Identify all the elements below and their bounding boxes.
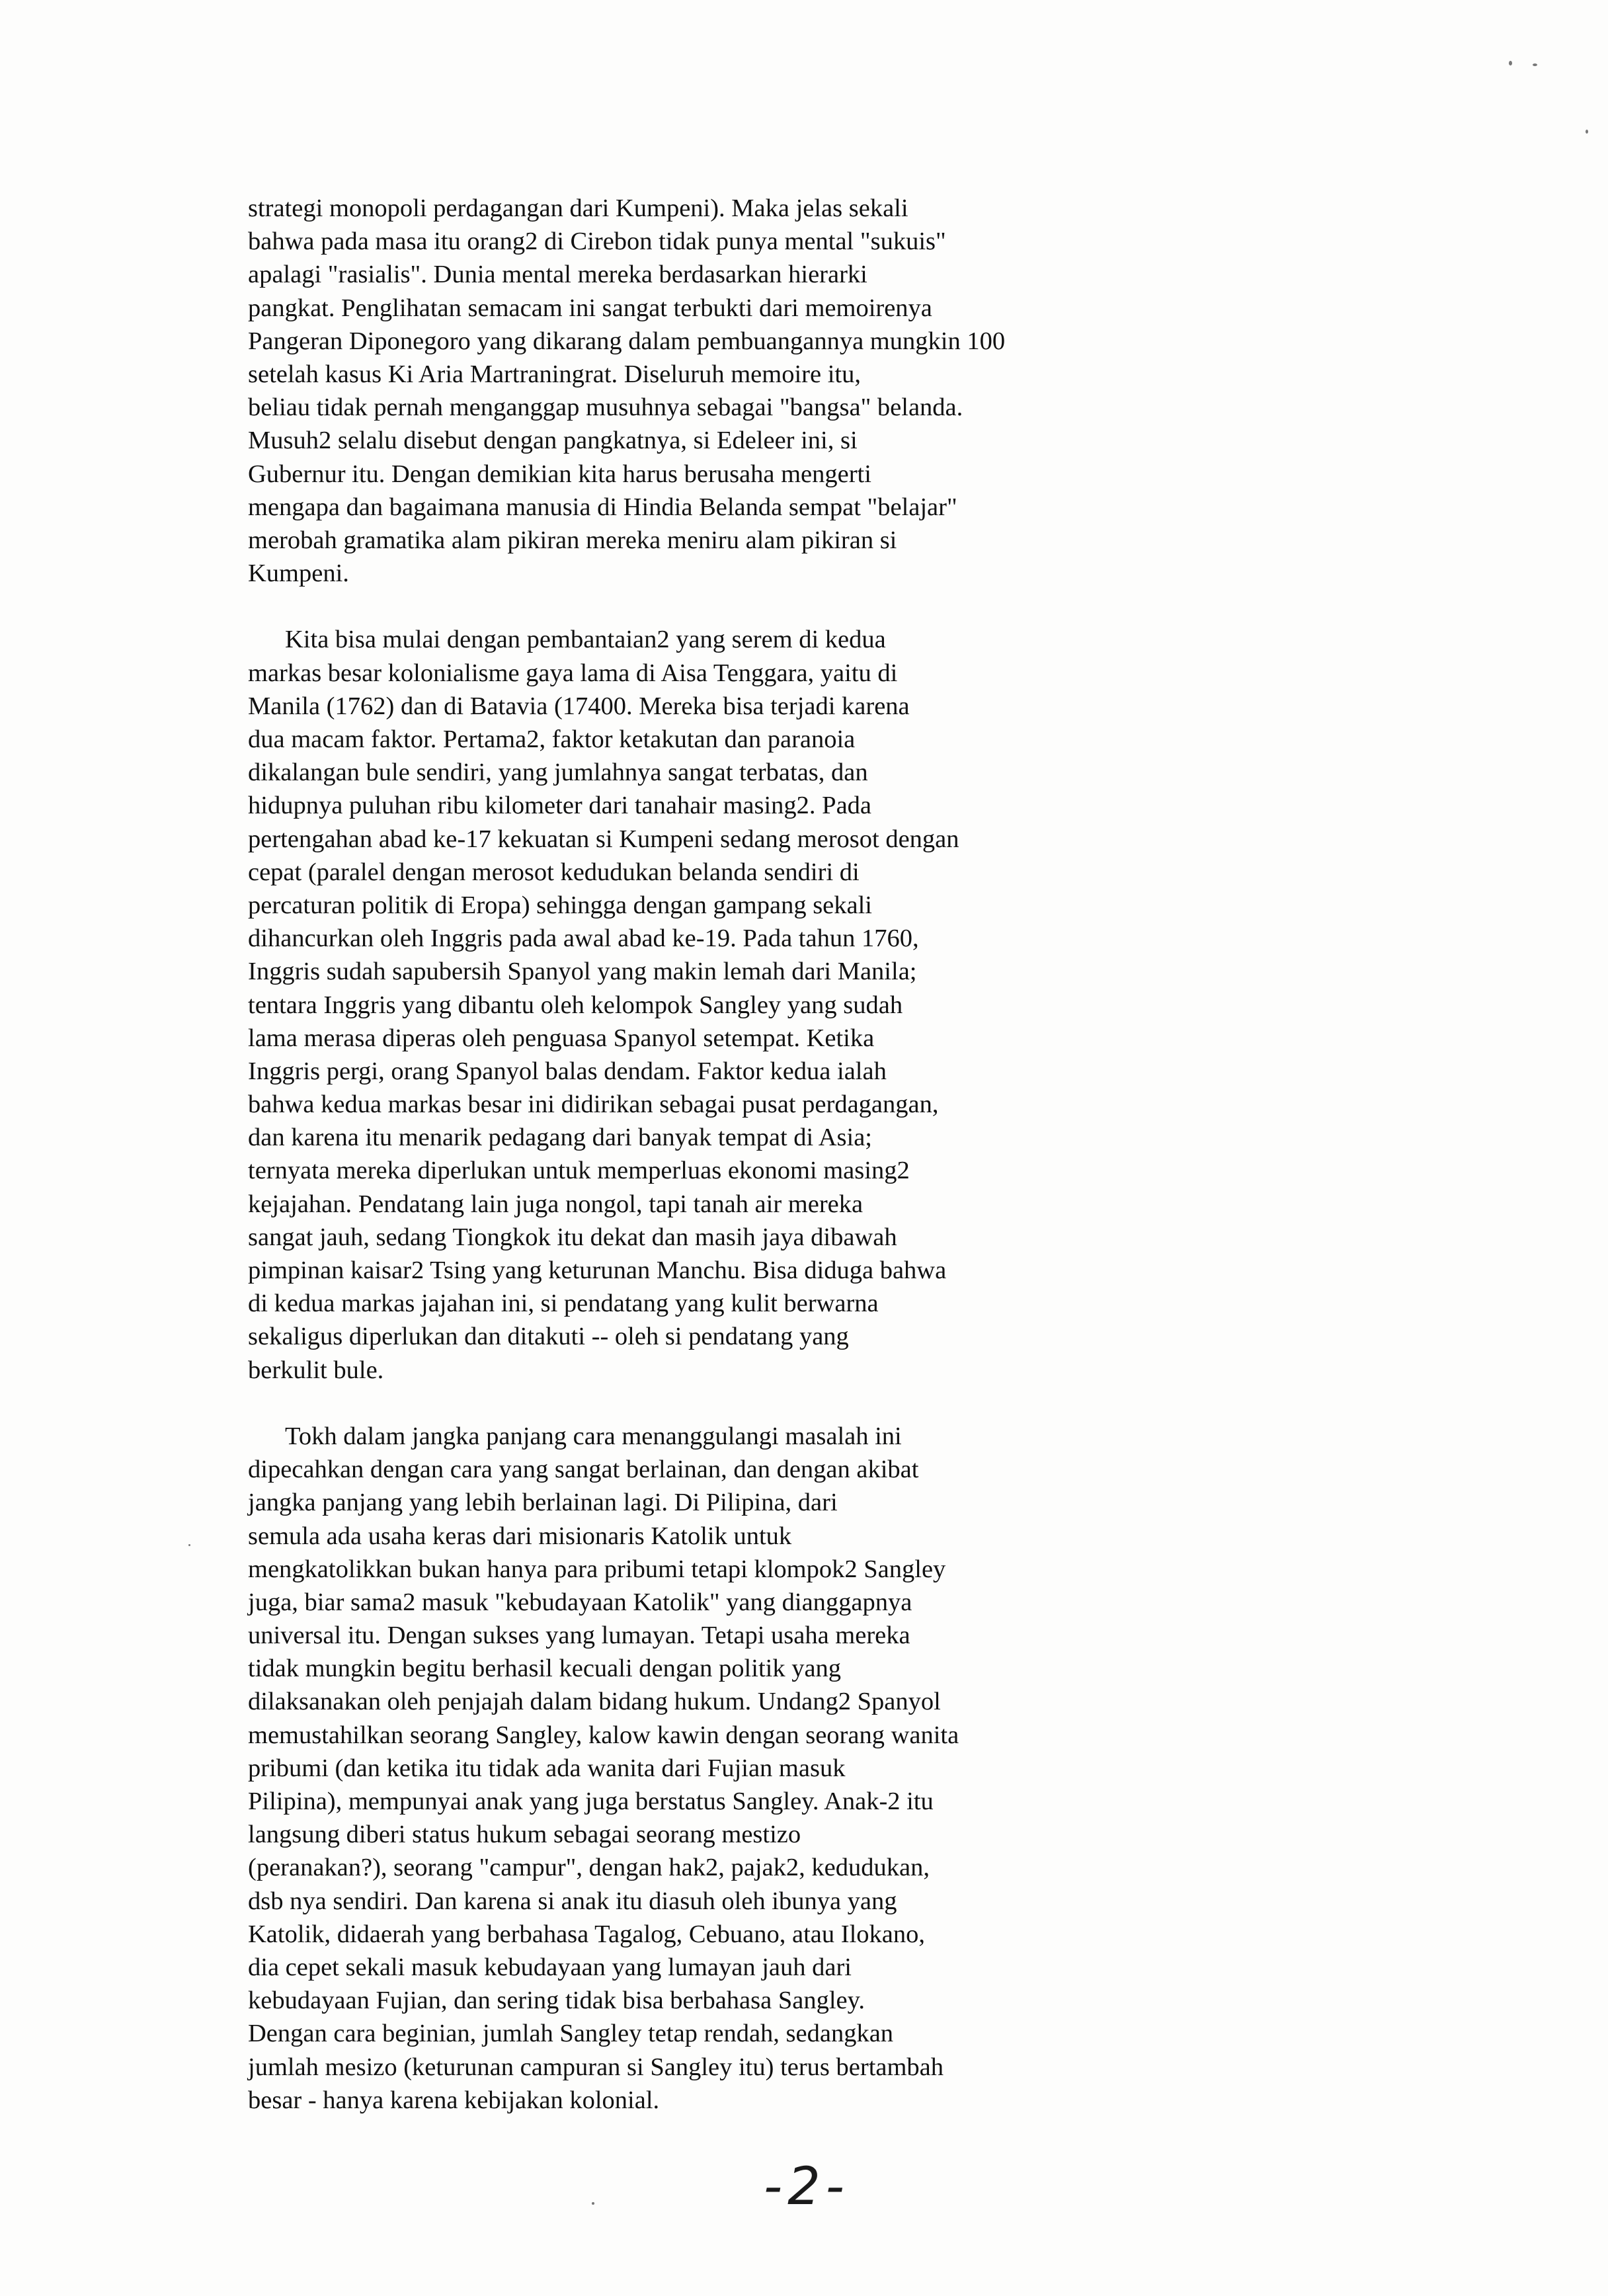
text-line: cepat (paralel dengan merosot kedudukan belanda sendiri di	[248, 858, 860, 886]
text-line: Kumpeni.	[248, 559, 349, 588]
text-line: tidak mungkin begitu berhasil kecuali dengan politik yang	[248, 1655, 842, 1683]
text-line: dsb nya sendiri. Dan karena si anak itu diasuh oleh ibunya yang	[248, 1887, 897, 1915]
text-line: bahwa pada masa itu orang2 di Cirebon tidak punya mental "sukuis"	[248, 227, 946, 256]
text-line: mengkatolikkan bukan hanya para pribumi tetapi klompok2 Sangley	[248, 1555, 946, 1583]
text-line: markas besar kolonialisme gaya lama di Aisa Tenggara, yaitu di	[248, 659, 898, 687]
text-line: mengapa dan bagaimana manusia di Hindia Belanda sempat "belajar"	[248, 493, 957, 521]
text-line: merobah gramatika alam pikiran mereka meniru alam pikiran si	[248, 526, 897, 554]
text-line: dikalangan bule sendiri, yang jumlahnya sangat terbatas, dan	[248, 758, 868, 787]
body-text	[248, 192, 1121, 2117]
text-line: juga, biar sama2 masuk "kebudayaan Katolik" yang dianggapnya	[248, 1588, 912, 1616]
text-line: Kita bisa mulai dengan pembantaian2 yang serem di kedua	[285, 626, 886, 654]
text-line: besar - hanya karena kebijakan kolonial.	[248, 2086, 660, 2114]
page-number: -2-	[764, 2157, 850, 2217]
text-line: Katolik, didaerah yang berbahasa Tagalog, Cebuano, atau Ilokano,	[248, 1920, 925, 1948]
text-line: strategi monopoli perdagangan dari Kumpeni). Maka jelas sekali	[248, 194, 908, 222]
text-line: percaturan politik di Eropa) sehingga dengan gampang sekali	[248, 891, 873, 919]
text-line: memustahilkan seorang Sangley, kalow kawin dengan seorang wanita	[248, 1721, 959, 1749]
text-line: lama merasa diperas oleh penguasa Spanyol setempat. Ketika	[248, 1024, 875, 1052]
text-line: dipecahkan dengan cara yang sangat berlainan, dan dengan akibat	[248, 1456, 919, 1484]
text-line: Dengan cara beginian, jumlah Sangley tetap rendah, sedangkan	[248, 2020, 894, 2048]
text-line: pertengahan abad ke-17 kekuatan si Kumpeni sedang merosot dengan	[248, 825, 959, 853]
text-line: universal itu. Dengan sukses yang lumayan. Tetapi usaha mereka	[248, 1621, 910, 1650]
text-line: ternyata mereka diperlukan untuk memperluas ekonomi masing2	[248, 1157, 910, 1185]
text-line: Pangeran Diponegoro yang dikarang dalam pembuangannya mungkin 100	[248, 327, 1006, 355]
scan-speck	[188, 1544, 190, 1546]
text-line: pribumi (dan ketika itu tidak ada wanita dari Fujian masuk	[248, 1754, 846, 1782]
text-line: berkulit bule.	[248, 1356, 384, 1384]
text-line: Manila (1762) dan di Batavia (17400. Mereka bisa terjadi karena	[248, 692, 910, 720]
scan-speck	[1586, 130, 1588, 134]
text-line: sangat jauh, sedang Tiongkok itu dekat dan masih jaya dibawah	[248, 1223, 897, 1251]
text-line: (peranakan?), seorang "campur", dengan hak2, pajak2, kedudukan,	[248, 1854, 930, 1882]
scan-speck	[592, 2202, 594, 2205]
text-line: semula ada usaha keras dari misionaris Katolik untuk	[248, 1522, 792, 1550]
text-line: di kedua markas jajahan ini, si pendatang yang kulit berwarna	[248, 1290, 879, 1318]
text-line: kebudayaan Fujian, dan sering tidak bisa berbahasa Sangley.	[248, 1987, 865, 2015]
paragraph	[248, 1420, 1121, 2117]
text-line: dihancurkan oleh Inggris pada awal abad ke-19. Pada tahun 1760,	[248, 924, 919, 953]
text-line: Gubernur itu. Dengan demikian kita harus berusaha mengerti	[248, 460, 871, 488]
text-line: dia cepet sekali masuk kebudayaan yang lumayan jauh dari	[248, 1953, 852, 1981]
text-line: apalagi "rasialis". Dunia mental mereka berdasarkan hierarki	[248, 261, 867, 289]
text-line: bahwa kedua markas besar ini didirikan sebagai pusat perdagangan,	[248, 1090, 939, 1119]
text-line: Inggris pergi, orang Spanyol balas dendam. Faktor kedua ialah	[248, 1057, 887, 1085]
text-line: setelah kasus Ki Aria Martraningrat. Diseluruh memoire itu,	[248, 360, 861, 388]
text-line: Inggris sudah sapubersih Spanyol yang makin lemah dari Manila;	[248, 958, 917, 986]
text-line: jumlah mesizo (keturunan campuran si Sangley itu) terus bertambah	[248, 2053, 944, 2081]
text-line: pimpinan kaisar2 Tsing yang keturunan Manchu. Bisa diduga bahwa	[248, 1256, 947, 1284]
text-line: Pilipina), mempunyai anak yang juga berstatus Sangley. Anak-2 itu	[248, 1787, 934, 1815]
text-line: hidupnya puluhan ribu kilometer dari tanahair masing2. Pada	[248, 792, 872, 820]
paragraph	[248, 192, 1121, 590]
text-line: dua macam faktor. Pertama2, faktor ketakutan dan paranoia	[248, 725, 856, 753]
text-line: beliau tidak pernah menganggap musuhnya sebagai "bangsa" belanda.	[248, 393, 963, 422]
text-line: sekaligus diperlukan dan ditakuti -- oleh si pendatang yang	[248, 1323, 849, 1351]
text-line: dilaksanakan oleh penjajah dalam bidang hukum. Undang2 Spanyol	[248, 1688, 941, 1716]
paragraph	[248, 623, 1121, 1386]
text-line: jangka panjang yang lebih berlainan lagi. Di Pilipina, dari	[248, 1489, 838, 1517]
text-line: langsung diberi status hukum sebagai seorang mestizo	[248, 1821, 801, 1849]
text-line: Musuh2 selalu disebut dengan pangkatnya, si Edeleer ini, si	[248, 427, 858, 455]
text-line: kejajahan. Pendatang lain juga nongol, tapi tanah air mereka	[248, 1190, 864, 1218]
text-line: Tokh dalam jangka panjang cara menanggulangi masalah ini	[285, 1422, 902, 1450]
text-line: tentara Inggris yang dibantu oleh kelompok Sangley yang sudah	[248, 991, 903, 1019]
scan-speck	[1533, 63, 1537, 66]
scan-speck	[1509, 61, 1512, 65]
text-line: pangkat. Penglihatan semacam ini sangat terbukti dari memoirenya	[248, 294, 932, 322]
text-line: dan karena itu menarik pedagang dari banyak tempat di Asia;	[248, 1124, 872, 1152]
